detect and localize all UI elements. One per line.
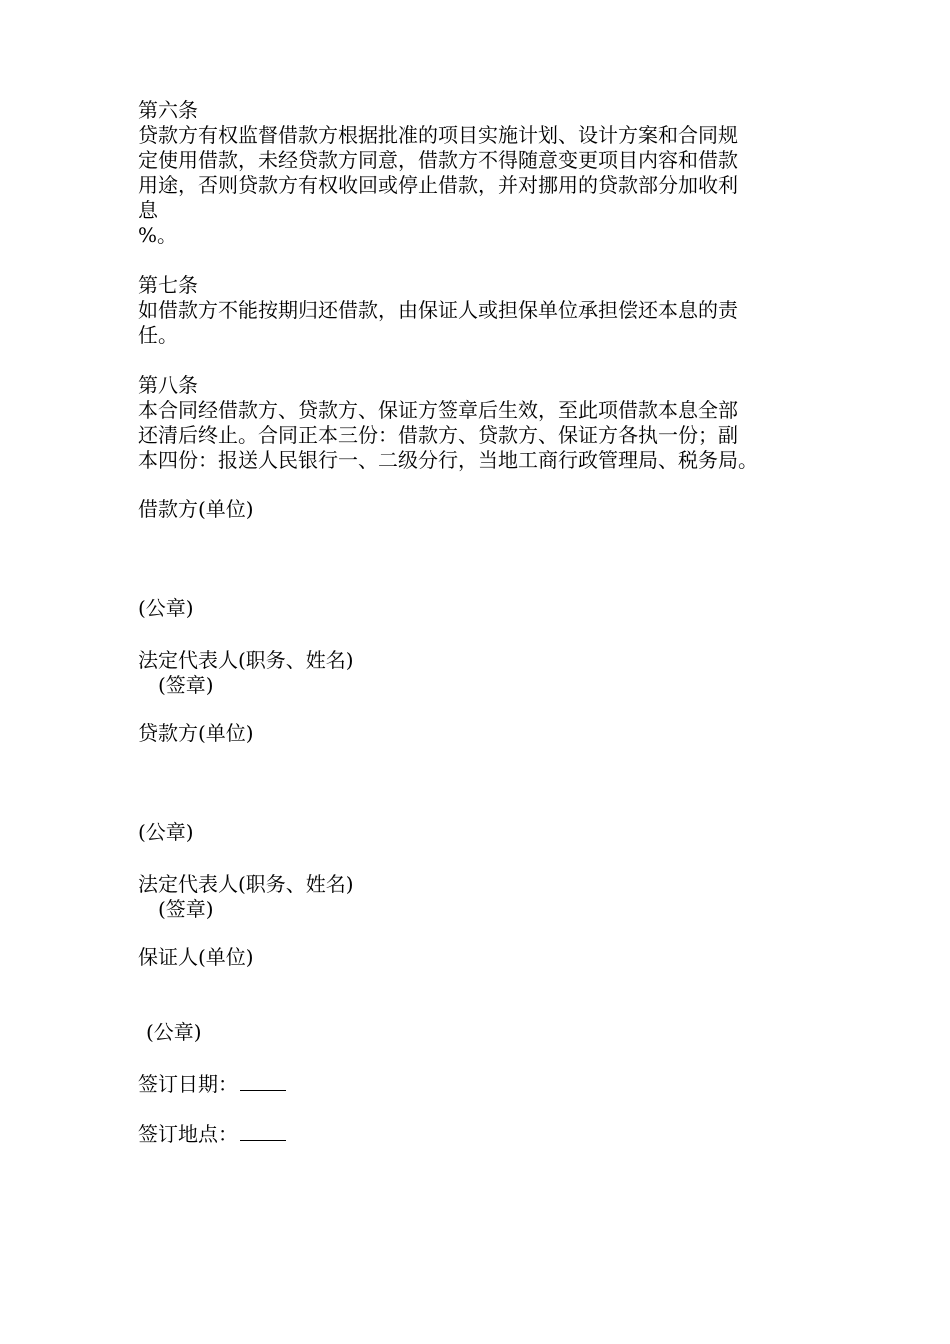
sign-date-blank	[240, 1072, 286, 1091]
article-8-line-3: 本四份：报送人民银行一、二级分行，当地工商行政管理局、税务局。	[138, 448, 758, 472]
lender-label: 贷款方(单位)	[138, 721, 254, 745]
article-6-line-4: 息	[138, 198, 158, 222]
sign-date-label: 签订日期：	[138, 1072, 238, 1096]
sign-date-field	[138, 1072, 286, 1097]
article-6-line-5: %。	[138, 223, 178, 247]
sign-place-label: 签订地点：	[138, 1122, 238, 1146]
article-7-line-2: 任。	[138, 323, 178, 347]
borrower-signature: (签章)	[158, 673, 214, 697]
guarantor-seal: (公章)	[146, 1020, 202, 1044]
article-6-line-2: 定使用借款，未经贷款方同意，借款方不得随意变更项目内容和借款	[138, 148, 738, 172]
lender-seal: (公章)	[138, 820, 194, 844]
article-6-line-1: 贷款方有权监督借款方根据批准的项目实施计划、设计方案和合同规	[138, 123, 738, 147]
borrower-label: 借款方(单位)	[138, 497, 254, 521]
article-6-line-3: 用途，否则贷款方有权收回或停止借款，并对挪用的贷款部分加收利	[138, 173, 738, 197]
article-7-heading: 第七条	[138, 273, 198, 297]
sign-place-blank	[240, 1122, 286, 1141]
article-8-line-1: 本合同经借款方、贷款方、保证方签章后生效，至此项借款本息全部	[138, 398, 738, 422]
article-6-heading: 第六条	[138, 98, 198, 122]
article-8-heading: 第八条	[138, 373, 198, 397]
borrower-seal: (公章)	[138, 596, 194, 620]
sign-place-field	[138, 1122, 286, 1147]
borrower-representative: 法定代表人(职务、姓名)	[138, 648, 354, 672]
article-8-line-2: 还清后终止。合同正本三份：借款方、贷款方、保证方各执一份；副	[138, 423, 738, 447]
article-7-line-1: 如借款方不能按期归还借款，由保证人或担保单位承担偿还本息的责	[138, 298, 738, 322]
lender-representative: 法定代表人(职务、姓名)	[138, 872, 354, 896]
lender-signature: (签章)	[158, 897, 214, 921]
guarantor-label: 保证人(单位)	[138, 945, 254, 969]
